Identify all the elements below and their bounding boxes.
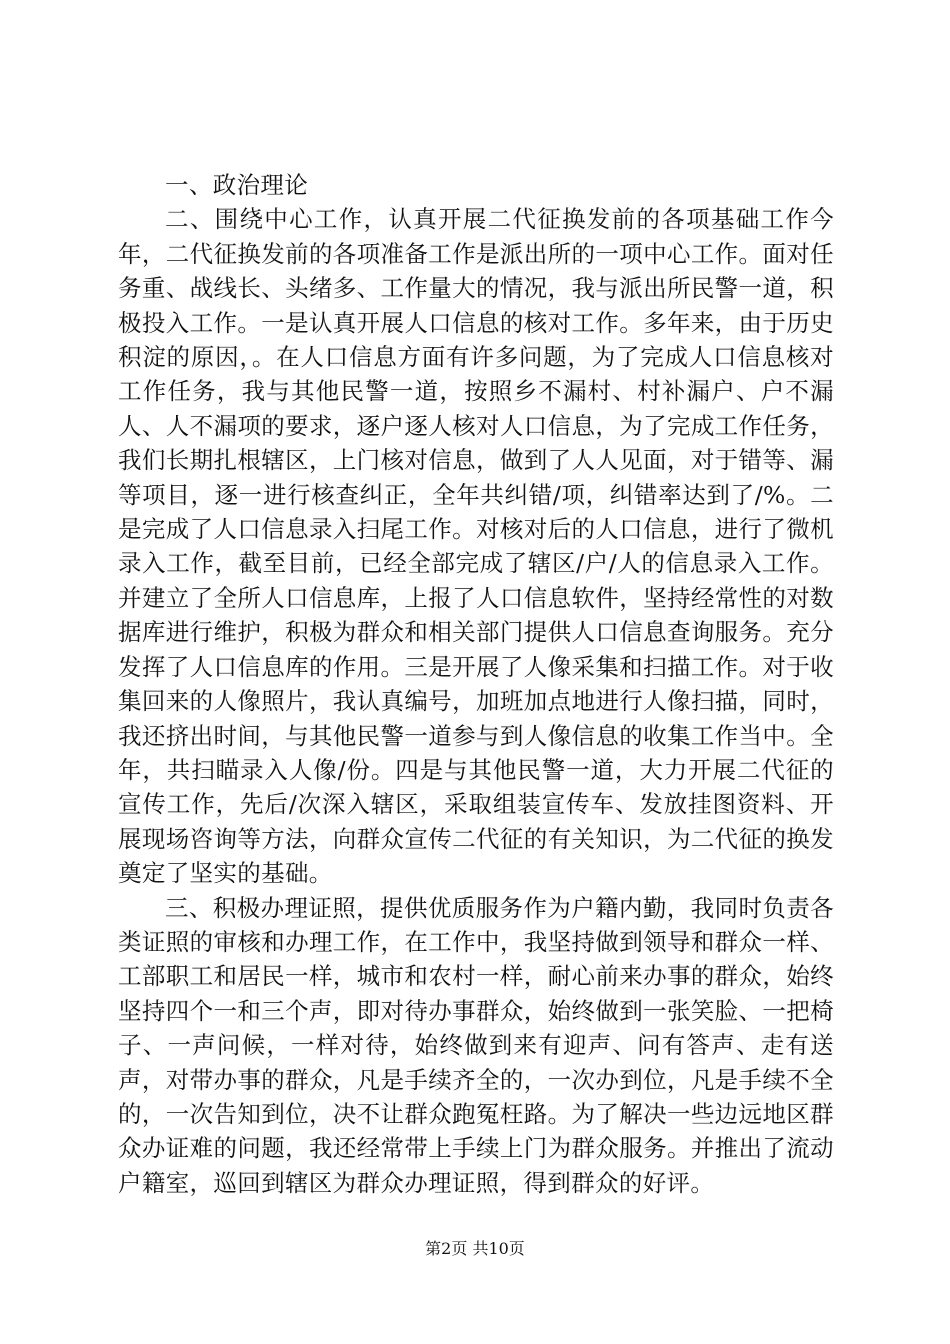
paragraph-certificate-service: 三、积极办理证照，提供优质服务作为户籍内勤，我同时负责各类证照的审核和办理工作，在工作中，我坚持做到领导和群众一样、工部职工和居民一样，城市和农村一样，耐心前来办事的群众，始终坚持四个一和三个声，即对待办事群众，始终做到一张笑脸、一把椅子、一声问候，一样对待，始终做到来有迎声、问有答声、走有送声，对带办事的群众，凡是手续齐全的，一次办到位，凡是手续不全的，一次告知到位，决不让群众跑冤枉路。为了解决一些边远地区群众办证难的问题，我还经常带上手续上门为群众服务。并推出了流动户籍室，巡回到辖区为群众办理证照，得到群众的好评。 bbox=[118, 893, 834, 1197]
heading-political-theory: 一、政治理论 bbox=[165, 171, 309, 199]
page-footer bbox=[0, 1239, 950, 1259]
page-number: 第2页 共10页 bbox=[425, 1239, 525, 1258]
paragraph-central-work: 二、围绕中心工作，认真开展二代征换发前的各项基础工作今年，二代征换发前的各项准备工作是派出所的一项中心工作。面对任务重、战线长、头绪多、工作量大的情况，我与派出所民警一道，积极投入工作。一是认真开展人口信息的核对工作。多年来，由于历史积淀的原因，。在人口信息方面有许多问题，为了完成人口信息核对工作任务，我与其他民警一道，按照乡不漏村、村补漏户、户不漏人、人不漏项的要求，逐户逐人核对人口信息，为了完成工作任务，我们长期扎根辖区，上门核对信息，做到了人人见面，对于错等、漏等项目，逐一进行核查纠正，全年共纠错/项，纠错率达到了/%。二是完成了人口信息录入扫尾工作。对核对后的人口信息，进行了微机录入工作，截至目前，已经全部完成了辖区/户/人的信息录入工作。并建立了全所人口信息库，上报了人口信息软件，坚持经常性的对数据库进行维护，积极为群众和相关部门提供人口信息查询服务。充分发挥了人口信息库的作用。三是开展了人像采集和扫描工作。对于收集回来的人像照片，我认真编号，加班加点地进行人像扫描，同时，我还挤出时间，与其他民警一道参与到人像信息的收集工作当中。全年，共扫瞄录入人像/份。四是与其他民警一道，大力开展二代征的宣传工作，先后/次深入辖区，采取组装宣传车、发放挂图资料、开展现场咨询等方法，向群众宣传二代征的有关知识，为二代征的换发奠定了坚实的基础。 bbox=[118, 205, 834, 888]
document-body bbox=[118, 168, 834, 1200]
